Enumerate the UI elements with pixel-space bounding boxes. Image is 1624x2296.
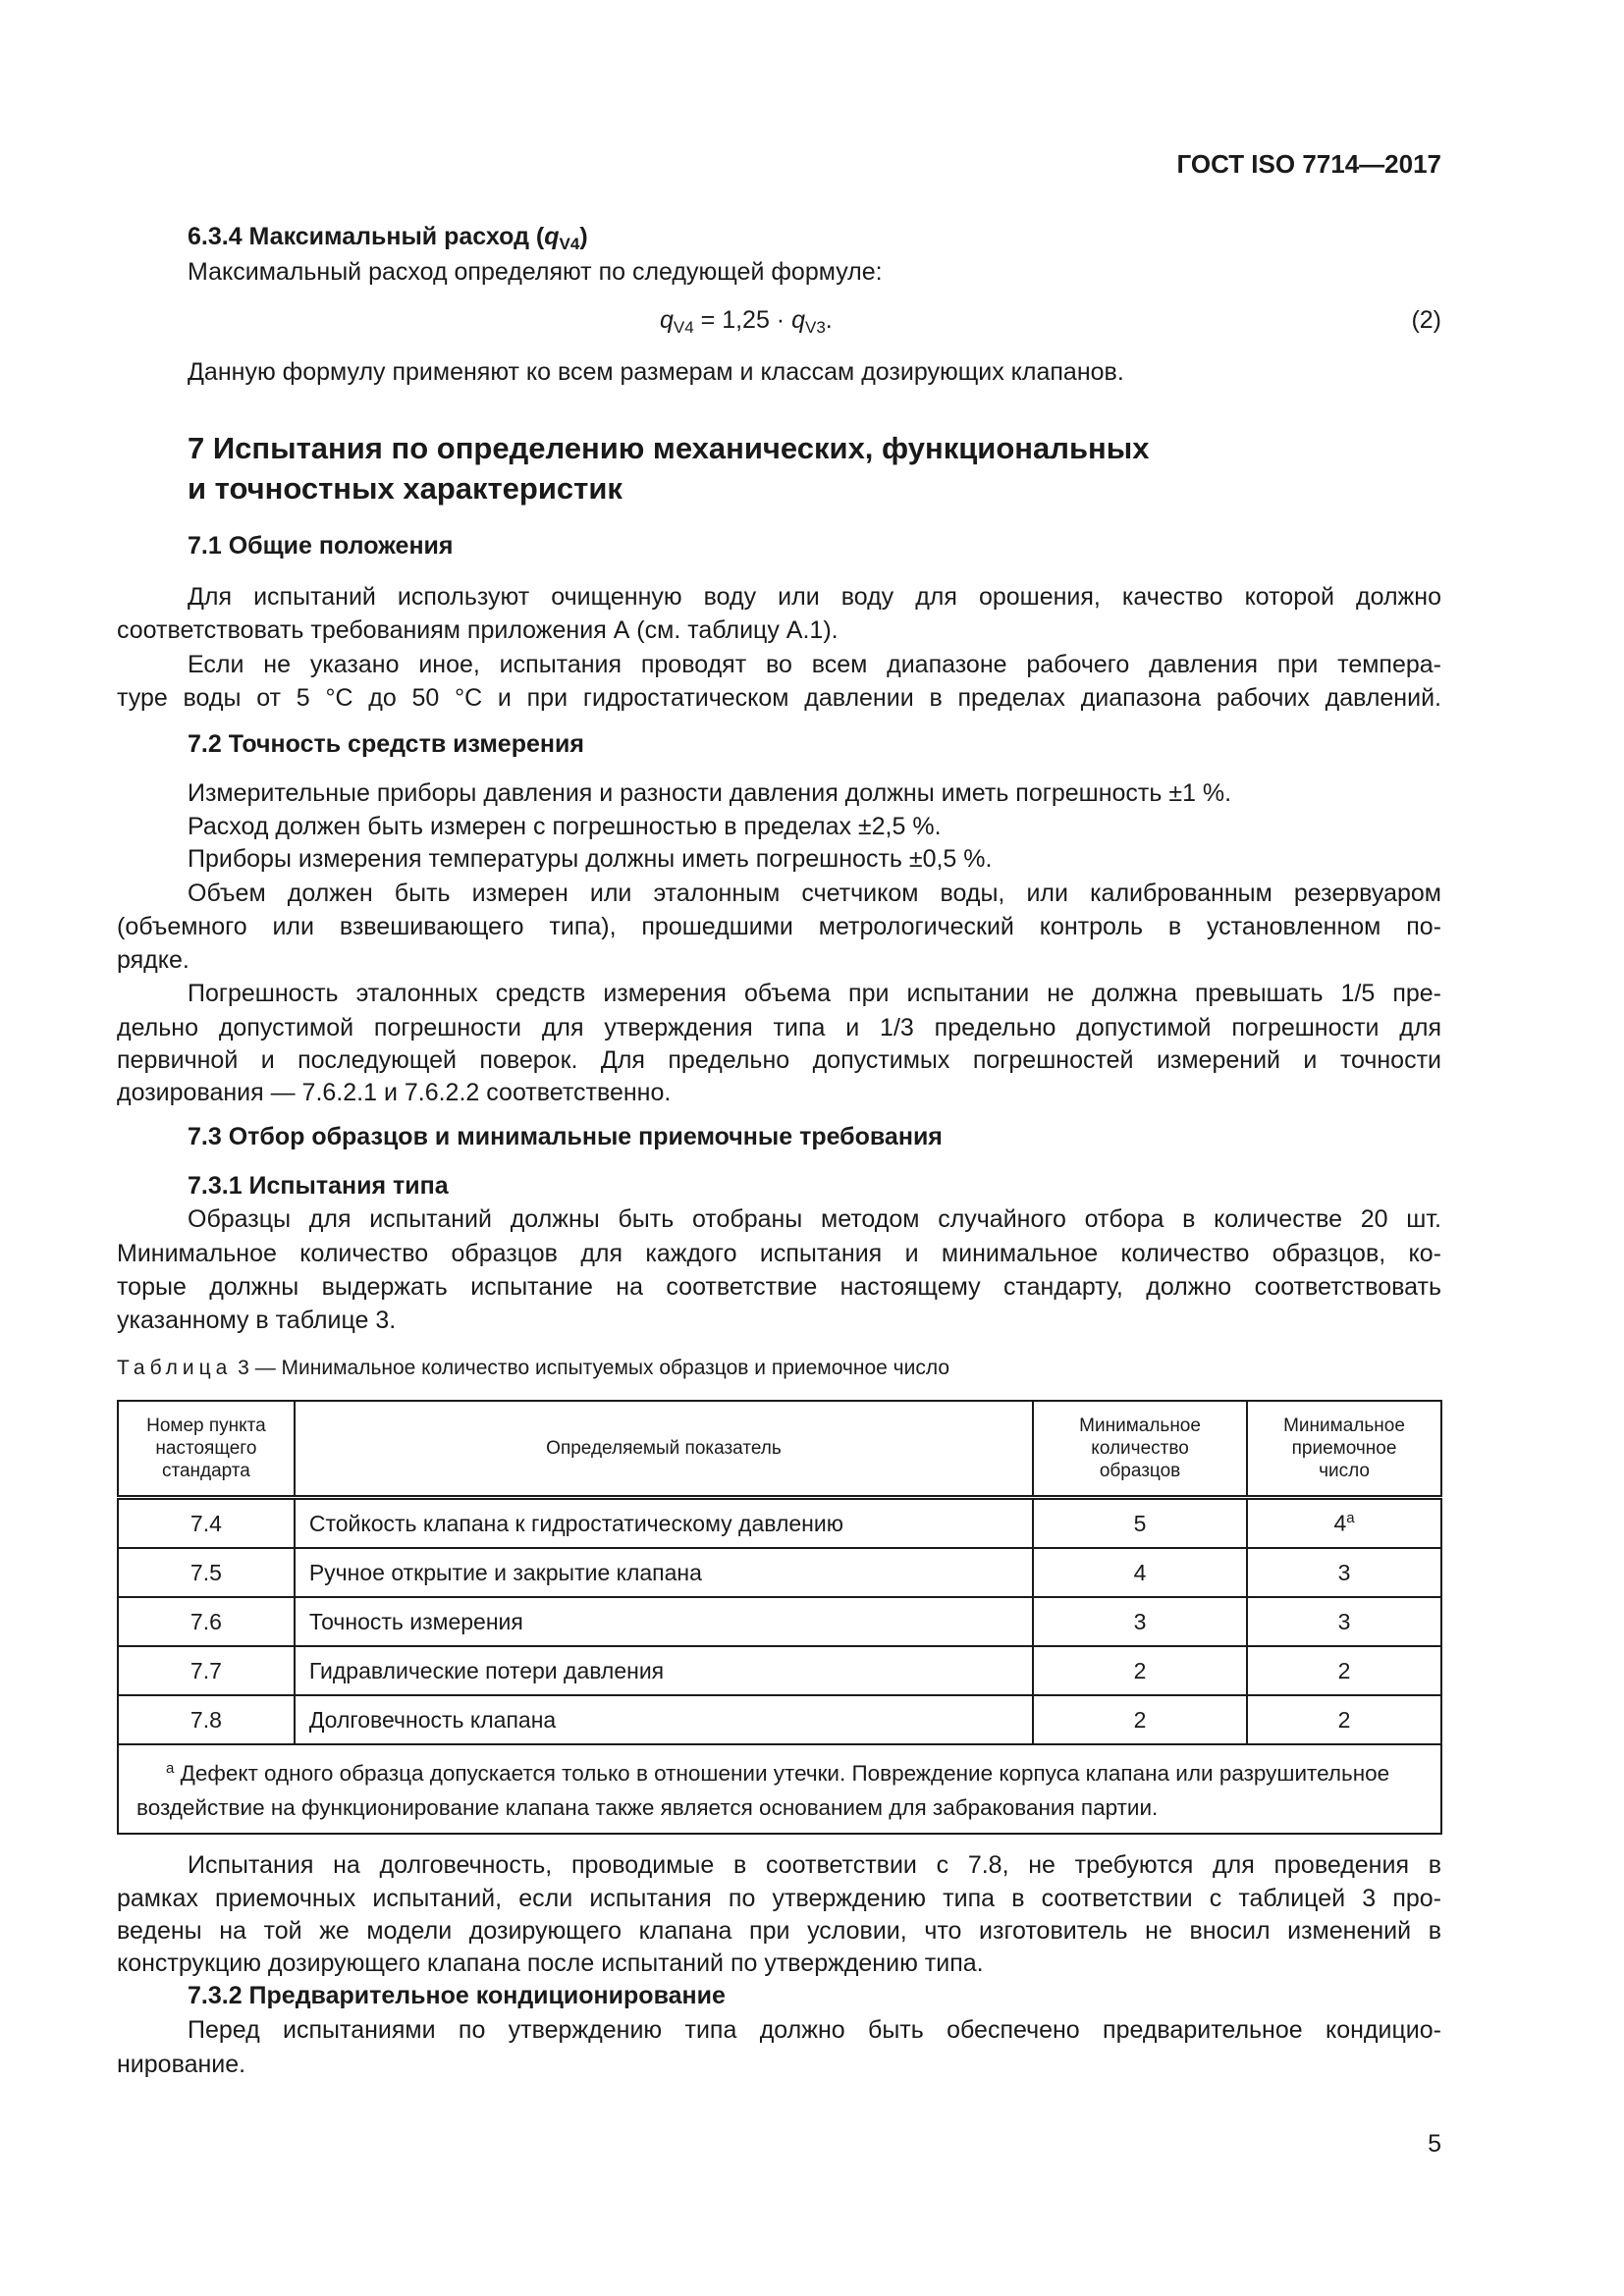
cell-parameter: Долговечность клапана (295, 1695, 1033, 1744)
cell-clause: 7.6 (118, 1597, 295, 1646)
cell-parameter: Точность измерения (295, 1597, 1033, 1646)
table-row (118, 1695, 1441, 1744)
section-7-3-heading: 7.3 Отбор образцов и минимальные приемочные требования (188, 1123, 943, 1150)
paragraph-line: Максимальный расход определяют по следующей формуле: (188, 258, 883, 286)
header-acceptance: Минимальное приемочное число (1247, 1401, 1441, 1498)
paragraph-line: рядке. (117, 946, 189, 974)
table-header-row (118, 1401, 1441, 1498)
paragraph-line: Измерительные приборы давления и разности давления должны иметь погрешность ±1 %. (188, 779, 1232, 807)
formula-rhs: q (791, 306, 805, 334)
paragraph-line: конструкцию дозирующего клапана после испытаний по утверждению типа. (117, 1949, 984, 1977)
table-row (118, 1548, 1441, 1597)
cell-min-samples: 2 (1033, 1695, 1247, 1744)
paragraph-line: нирование. (117, 2051, 246, 2078)
paragraph-line: торые должны выдержать испытание на соответствие настоящему стандарту, должно соответствовать (117, 1273, 1441, 1301)
cell-clause: 7.7 (118, 1646, 295, 1695)
paragraph-line: Если не указано иное, испытания проводят во всем диапазоне рабочего давления при темпера- (188, 651, 1441, 678)
document-id-header: ГОСТ ISO 7714—2017 (1176, 149, 1441, 179)
section-7-title: и точностных характеристик (188, 471, 623, 506)
paragraph-line: (объемного или взвешивающего типа), прошедшими метрологический контроль в установленном по- (117, 913, 1441, 940)
cell-min-samples: 3 (1033, 1597, 1247, 1646)
formula (660, 306, 833, 338)
footnote-text: Дефект одного образца допускается только в отношении утечки. Повреждение корпуса клапана или разрушительное воздействие на функционирование клапана также является основанием для забракования партии. (136, 1761, 1390, 1820)
section-6-3-4-heading (117, 220, 1441, 253)
cell-acceptance (1247, 1498, 1441, 1549)
cell-min-samples: 4 (1033, 1548, 1247, 1597)
paragraph-line: Расход должен быть измерен с погрешностью в пределах ±2,5 %. (188, 813, 942, 840)
paragraph-line: Перед испытаниями по утверждению типа должно быть обеспечено предварительное кондицио- (188, 2016, 1441, 2044)
heading-text-end: ) (579, 223, 588, 250)
footnote-mark: а (166, 1760, 175, 1777)
cell-clause: 7.4 (118, 1498, 295, 1549)
header-clause: Номер пункта настоящего стандарта (118, 1401, 295, 1498)
formula-mid: = 1,25 · (693, 306, 792, 334)
cell-parameter: Стойкость клапана к гидростатическому давлению (295, 1498, 1033, 1549)
formula-end: . (825, 306, 833, 334)
heading-symbol: q (544, 223, 560, 250)
section-7-3-1-heading: 7.3.1 Испытания типа (188, 1172, 449, 1200)
cell-acceptance: 2 (1247, 1646, 1441, 1695)
formula-lhs: q (660, 306, 674, 334)
cell-parameter: Гидравлические потери давления (295, 1646, 1033, 1695)
acceptance-value: 4 (1333, 1510, 1347, 1536)
section-7-2-heading: 7.2 Точность средств измерения (188, 730, 584, 758)
header-min-samples: Минимальное количество образцов (1033, 1401, 1247, 1498)
cell-clause: 7.8 (118, 1695, 295, 1744)
paragraph-line: дельно допустимой погрешности для утверждения типа и 1/3 предельно допустимой погрешности для (117, 1014, 1441, 1041)
paragraph-line: ведены на той же модели дозирующего клапана при условии, что изготовитель не вносил изменений в (117, 1917, 1441, 1945)
footnote-ref: а (1346, 1510, 1355, 1527)
table-footnote-row (118, 1744, 1441, 1834)
paragraph-line: дозирования — 7.6.2.1 и 7.6.2.2 соответственно. (117, 1079, 672, 1106)
paragraph-line: Данную формулу применяют ко всем размерам и классам дозирующих клапанов. (188, 358, 1124, 386)
paragraph-line: соответствовать требованиям приложения А (см. таблицу А.1). (117, 616, 839, 644)
samples-table (117, 1400, 1442, 1835)
cell-acceptance: 2 (1247, 1695, 1441, 1744)
heading-subscript: V4 (559, 235, 580, 253)
paragraph-line: Минимальное количество образцов для каждого испытания и минимальное количество образцов, ко- (117, 1240, 1441, 1267)
table-caption (117, 1357, 949, 1380)
formula-lhs-sub: V4 (673, 318, 694, 337)
cell-min-samples: 5 (1033, 1498, 1247, 1549)
cell-acceptance: 3 (1247, 1548, 1441, 1597)
paragraph-line: Приборы измерения температуры должны иметь погрешность ±0,5 %. (188, 845, 993, 873)
table-caption-text: 3 — Минимальное количество испытуемых образцов и приемочное число (232, 1357, 950, 1379)
paragraph-line: Погрешность эталонных средств измерения объема при испытании не должна превышать 1/5 пре- (188, 980, 1441, 1007)
paragraph-line: указанному в таблице 3. (117, 1307, 397, 1334)
paragraph-line: рамках приемочных испытаний, если испытания по утверждению типа в соответствии с таблицей 3 про- (117, 1885, 1441, 1912)
table-caption-prefix: Таблица (117, 1357, 233, 1379)
section-7-title: 7 Испытания по определению механических, функциональных (188, 431, 1150, 465)
cell-clause: 7.5 (118, 1548, 295, 1597)
table-row (118, 1646, 1441, 1695)
formula-rhs-sub: V3 (804, 318, 826, 337)
paragraph-line: первичной и последующей поверок. Для предельно допустимых погрешностей измерений и точности (117, 1046, 1441, 1074)
cell-min-samples: 2 (1033, 1646, 1247, 1695)
table-footnote (118, 1744, 1441, 1834)
page-number: 5 (1428, 2130, 1441, 2158)
header-parameter: Определяемый показатель (295, 1401, 1033, 1498)
cell-parameter: Ручное открытие и закрытие клапана (295, 1548, 1033, 1597)
equation-number: (2) (1411, 306, 1441, 334)
cell-acceptance: 3 (1247, 1597, 1441, 1646)
paragraph-line: Образцы для испытаний должны быть отобраны методом случайного отбора в количестве 20 шт. (188, 1205, 1441, 1233)
paragraph-line: Объем должен быть измерен или эталонным счетчиком воды, или калиброванным резервуаром (188, 880, 1441, 907)
section-7-1-heading: 7.1 Общие положения (188, 532, 454, 560)
table-row (118, 1498, 1441, 1549)
paragraph-line: Для испытаний используют очищенную воду или воду для орошения, качество которой должно (188, 583, 1441, 611)
table-row (118, 1597, 1441, 1646)
paragraph-line: Испытания на долговечность, проводимые в соответствии с 7.8, не требуются для проведения в (188, 1851, 1441, 1879)
section-7-3-2-heading: 7.3.2 Предварительное кондиционирование (188, 1982, 726, 2009)
paragraph-line: туре воды от 5 °С до 50 °С и при гидростатическом давлении в пределах диапазона рабочих давлений. (117, 684, 1441, 712)
heading-text: 6.3.4 Максимальный расход ( (188, 223, 545, 250)
